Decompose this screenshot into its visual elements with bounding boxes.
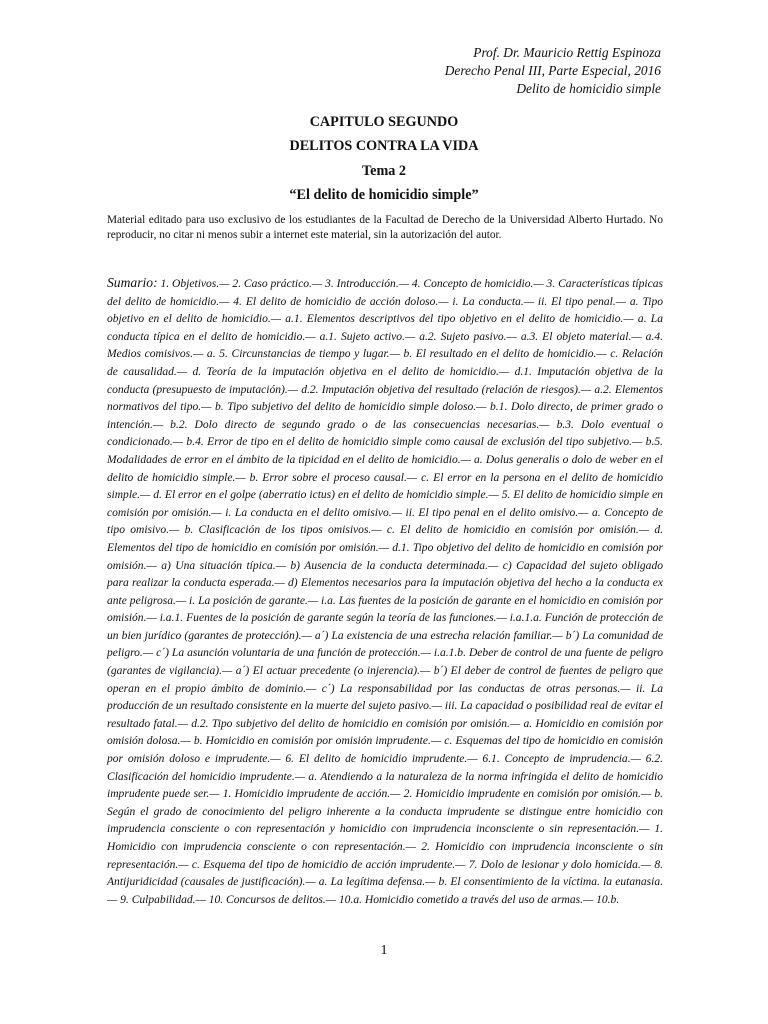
copyright-notice: Material editado para uso exclusivo de los estudiantes de la Facultad de Derecho de la Universidad Alberto Hurtado. No reproducir, no citar ni menos subir a internet este material, sin la autorización del autor.	[107, 214, 663, 241]
header-topic: Delito de homicidio simple	[516, 81, 661, 96]
summary-paragraph	[107, 274, 663, 909]
page-header	[331, 44, 661, 98]
summary-text: 1. Objetivos.— 2. Caso práctico.— 3. Introducción.— 4. Concepto de homicidio.— 3. Características típicas del delito de homicidio.— 4. El delito de homicidio de acción doloso.— i. La conducta.— ii. El tipo penal.— a. Tipo objetivo en el delito de homicidio.— a.1. Elementos descriptivos del tipo objetivo en el delito de homicidio.— a. La conducta típica en el delito de homicidio.— a.1. Sujeto activo.— a.2. Sujeto pasivo.— a.3. El objeto material.— a.4. Medios comisivos.— a. 5. Circunstancias de tiempo y lugar.— b. El resultado en el delito de homicidio.— c. Relación de causalidad.— d. Teoría de la imputación objetiva en el delito de homicidio.— d.1. Imputación objetiva de la conducta (presupuesto de imputación).— d.2. Imputación objetiva del resultado (relación de riesgos).— a.2. Elementos normativos del tipo.— b. Tipo subjetivo del delito de homicidio simple doloso.— b.1. Dolo directo, de primer grado o intención.— b.2. Dolo directo de segundo grado o de las consecuencias necesarias.— b.3. Dolo eventual o condicionado.— b.4. Error de tipo en el delito de homicidio simple como causal de exclusión del tipo subjetivo.— b.5. Modalidades de error en el ámbito de la tipicidad en el delito de homicidio.— a. Dolus generalis o dolo de weber en el delito de homicidio simple.— b. Error sobre el proceso causal.— c. El error en la persona en el delito de homicidio simple.— d. El error en el golpe (aberratio ictus) en el delito de homicidio simple.— 5. El delito de homicidio simple en comisión por omisión.— i. La conducta en el delito omisivo.— ii. El tipo penal en el delito omisivo.— a. Concepto de tipo omisivo.— b. Clasificación de los tipos omisivos.— c. El delito de homicidio en comisión por omisión.— d. Elementos del tipo de homicidio en comisión por omisión.— d.1. Tipo objetivo del delito de homicidio en comisión por omisión.— a) Una situación típica.— b) Ausencia de la conducta determinada.— c) Capacidad del sujeto obligado para realizar la conducta esperada.— d) Elementos necesarios para la imputación objetiva del hecho a la conducta ex ante peligrosa.— i. La posición de garante.— i.a. Las fuentes de la posición de garante en el homicidio en comisión por omisión.— i.a.1. Fuentes de la posición de garante según la teoría de las funciones.— i.a.1.a. Función de protección de un bien jurídico (garantes de protección).— a´) La existencia de una estrecha relación familiar.— b´) La comunidad de peligro.— c´) La asunción voluntaria de una función de protección.— i.a.1.b. Deber de control de una fuente de peligro (garantes de vigilancia).— a´) El actuar precedente (o injerencia).— b´) El deber de control de fuentes de peligro que operan en el propio ámbito de dominio.— c´) La responsabilidad por las conductas de otras personas.— ii. La producción de un resultado consistente en la muerte del sujeto pasivo.— iii. La capacidad o posibilidad real de evitar el resultado fatal.— d.2. Tipo subjetivo del delito de homicidio en comisión por omisión.— a. Homicidio en comisión por omisión dolosa.— b. Homicidio en comisión por omisión imprudente.— c. Esquemas del tipo de homicidio en comisión por omisión doloso e imprudente.— 6. El delito de homicidio imprudente.— 6.1. Concepto de imprudencia.— 6.2. Clasificación del homicidio imprudente.— a. Atendiendo a la naturaleza de la norma infringida el delito de homicidio imprudente puede ser.— 1. Homicidio imprudente de acción.— 2. Homicidio imprudente en comisión por omisión.— b. Según el grado de conocimiento del peligro inherente a la conducta imprudente se distingue entre homicidio con imprudencia consciente o con representación y homicidio con imprudencia inconsciente o sin representación.— 1. Homicidio con imprudencia consciente o con representación.— 2. Homicidio con imprudencia inconsciente o sin representación.— c. Esquema del tipo de homicidio de acción imprudente.— 7. Dolo de lesionar y dolo homicida.— 8. Antijuridicidad (causales de justificación).— a. La legítima defensa.— b. El consentimiento de la víctima. la eutanasia.— 9. Culpabilidad.— 10. Concursos de delitos.— 10.a. Homicidio cometido a través del uso de armas.— 10.b.	[107, 278, 663, 906]
header-course: Derecho Penal III, Parte Especial, 2016	[444, 63, 661, 78]
chapter-title: CAPITULO SEGUNDO	[309, 114, 459, 130]
page-number: 1	[380, 943, 388, 958]
header-author: Prof. Dr. Mauricio Rettig Espinoza	[473, 45, 661, 60]
summary-lead: Sumario:	[107, 275, 158, 290]
section-title: DELITOS CONTRA LA VIDA	[289, 138, 479, 154]
theme-title: Tema 2	[361, 163, 406, 179]
subject-title: “El delito de homicidio simple”	[289, 187, 479, 203]
